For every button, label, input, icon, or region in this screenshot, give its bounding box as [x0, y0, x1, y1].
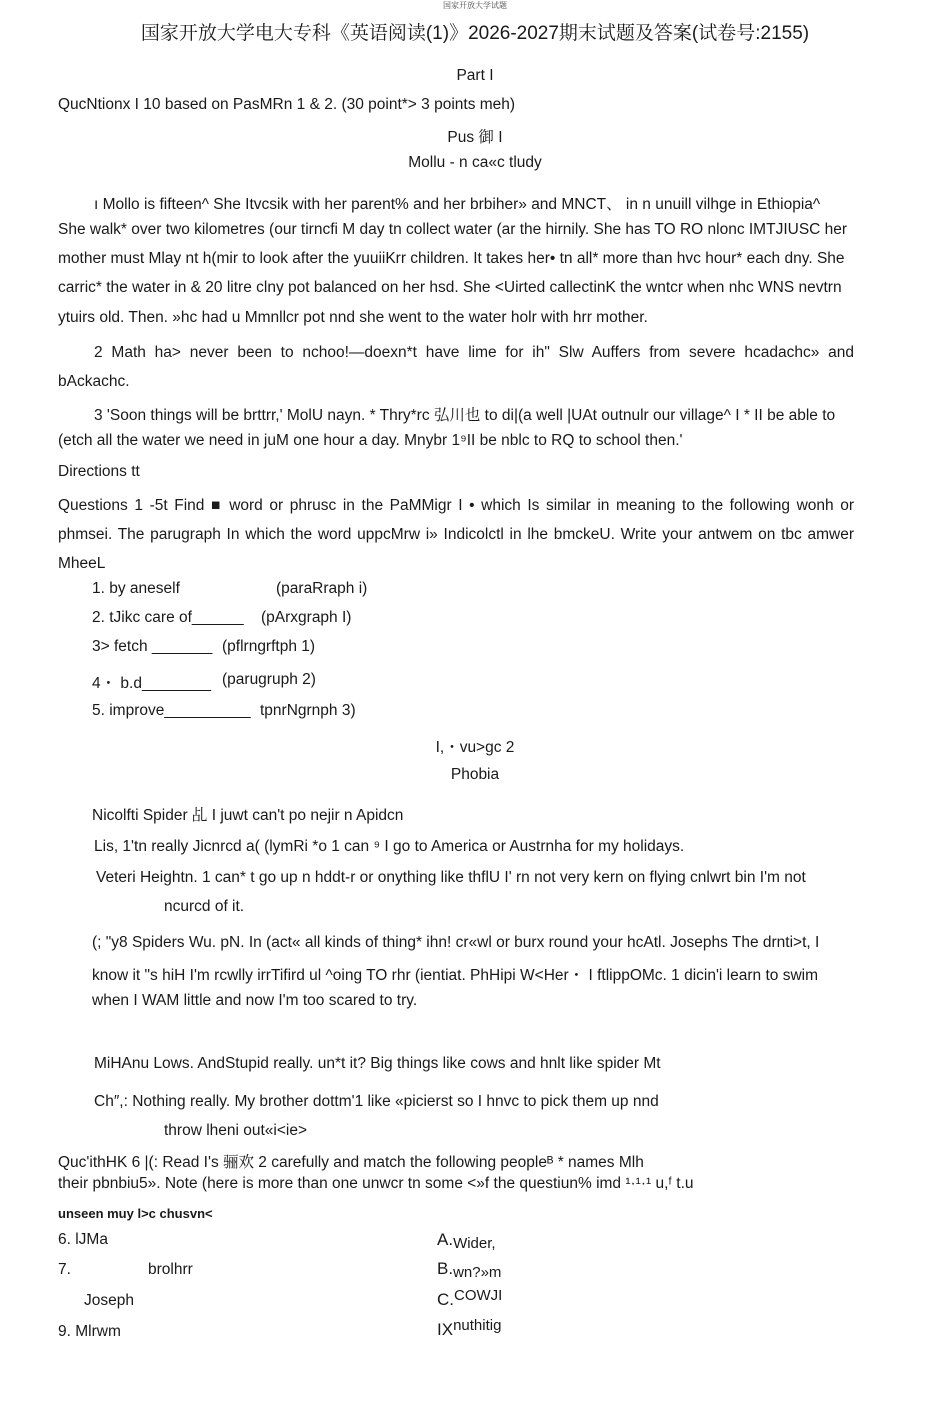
match-item-9: 9. Mlrwm — [58, 1323, 121, 1340]
option-d — [437, 1317, 501, 1337]
paragraph-2: 2 Math ha> never been to nchoo!—doexn*t have lime for ih" Slw Auffers from severe hcadachc» and bAckachc. — [58, 344, 854, 390]
paragraph-1-line-3: mother must Mlay nt h(mir to look after the yuuiiKrr children. It takes her• tn all* more than hvc hour* each dny. She — [58, 250, 845, 267]
match-item-7-name: brolhrr — [148, 1261, 193, 1278]
option-c — [437, 1287, 502, 1307]
option-letter: IX — [437, 1320, 454, 1339]
option-letter: A. — [437, 1230, 454, 1249]
dialog-ch-line-2: throw lheni out«i<ie> — [164, 1122, 308, 1139]
question-4-paragraph: (parugruph 2) — [222, 671, 316, 688]
option-b — [437, 1259, 501, 1279]
option-letter: B. — [437, 1259, 454, 1278]
passage-label: Pus 御 I — [447, 129, 503, 146]
paragraph-1-line-4: carric* the water in & 20 litre clny pot balanced on her hsd. She <Uirted callectinK the wntcr when nhc WNS nevtrn — [58, 279, 842, 296]
dialog-lis: Lis, 1'tn really Jicnrcd a( (lymRi *o 1 can ⁹ I go to America or Austrnha for my holidays. — [94, 838, 685, 855]
question-1-paragraph: (paraRraph i) — [276, 580, 368, 597]
part-heading: Part I — [456, 67, 494, 84]
dialog-veteri-line-1: Veteri Heightn. 1 can* t go up n hddt-r or onything like thflU I' rn not very kern on flying cnlwrt bin I'm not — [96, 869, 806, 886]
paragraph-marker: ı — [94, 196, 99, 213]
dialog-ch-line-1: Ch″,: Nothing really. My brother dottm'1 like «picierst so I hnvc to pick them up nnd — [94, 1093, 659, 1110]
question-2: 2. tJikc care of______ — [92, 609, 244, 626]
question-5-paragraph: tpnrNgrnph 3) — [260, 702, 356, 719]
paragraph-1-line-2: She walk* over two kilometres (our tirncfi M day tn collect water (ar the hirnily. She has TO RO nlonc IMTJIUSC her — [58, 221, 848, 238]
dialog-y8-line-3: when I WAM little and now I'm too scared to try. — [92, 992, 418, 1009]
question-1: 1. by aneself — [92, 580, 180, 597]
option-a — [437, 1230, 496, 1250]
option-text: COWJI — [454, 1287, 503, 1304]
dialog-y8-line-2: know it "s hiH I'm rcwlly irrTifird ul ^oing TO rhr (ientiat. PhHipi W<Her・ I ftlippOMc. 1 dicin'i learn to swim — [92, 967, 818, 984]
page-title: 国家开放大学电大专科《英语阅读(1)》2026-2027期末试题及答案(试卷号:2155) — [140, 23, 810, 44]
questions-intro: Questions 1 -5t Find ■ word or phrusc in the PaMMigr I • which Is similar in meaning to the following wonh or phmsei. The parugraph In which the word uppcMrw i» Indicolctl in lhe bmckeU. Write your antwem on tbc amwer MheeL — [58, 497, 854, 572]
paragraph-1-line-1 — [94, 192, 820, 214]
directions-label: Directions tt — [58, 463, 140, 480]
passage-2-label: I,・vu>gc 2 — [435, 739, 515, 756]
match-item-8: Joseph — [84, 1292, 134, 1309]
question-6-instructions-line-1: Quc'ithHK 6 |(: Read I's 骊欢 2 carefully and match the following peopleᴮ * names Mlh — [58, 1154, 644, 1171]
match-item-7-number: 7. — [58, 1261, 71, 1278]
paragraph-3-line-2: (etch all the water we need in juM one hour a day. Mnybr 1⁹II be nblc to RQ to school then.' — [58, 432, 683, 449]
part-instructions: QucNtionx I 10 based on PasMRn 1 & 2. (30 point*> 3 points meh) — [58, 96, 516, 113]
paragraph-1-line-5: ytuirs old. Then. »hc had u Mmnllcr pot nnd she went to the water holr with hrr mother. — [58, 309, 648, 326]
passage-2-title: Phobia — [450, 766, 500, 783]
dialog-nicolfti: Nicolfti Spider 乩 I juwt can't po nejir n Apidcn — [92, 807, 404, 824]
page-header-caption: 国家开放大学试题 — [443, 1, 507, 10]
match-item-6: 6. lJMa — [58, 1231, 108, 1248]
paragraph-1-text-a: Mollo is fifteen^ She Itvcsik with her parent% and her brbiher» and MNCT、 in n unuill vilhge in Ethiopia^ — [102, 196, 821, 213]
question-6-instructions-line-2: their pbnbiu5». Note (here is more than one unwcr tn some <»f the questiun% imd ¹·¹·¹ u,ᶠ t.u — [58, 1175, 694, 1192]
option-letter: C. — [437, 1290, 454, 1309]
question-3-paragraph: (pflrngrftph 1) — [222, 638, 316, 655]
dialog-mihanu: MiHAnu Lows. AndStupid really. un*t it? Big things like cows and hnlt like spider Mt — [94, 1055, 661, 1072]
question-5: 5. improve__________ — [92, 702, 251, 719]
question-2-paragraph: (pArxgraph I) — [261, 609, 352, 626]
question-6-instructions-line-3: unseen muy l>c chusvn< — [58, 1206, 213, 1221]
dialog-veteri-line-2: ncurcd of it. — [164, 898, 245, 915]
option-text: wn?»m — [453, 1264, 502, 1281]
option-text: Wider, — [453, 1235, 496, 1252]
question-3: 3> fetch _______ — [92, 638, 213, 655]
question-4: 4・ b.d________ — [92, 675, 211, 692]
dialog-y8-line-1: (; "y8 Spiders Wu. pN. In (act« all kinds of thing* ihn! cr«wl or burx round your hcAtl. Josephs The drnti>t, I — [92, 934, 820, 951]
option-text: nuthitig — [453, 1317, 502, 1334]
passage-title: Mollu - n ca«c tludy — [408, 154, 542, 171]
paragraph-3-line-1: 3 'Soon things will be brttrr,' MolU nayn. * Thry*rc 弘川也 to di|(a well |UAt outnulr our village^ I * II be able to — [94, 407, 836, 424]
